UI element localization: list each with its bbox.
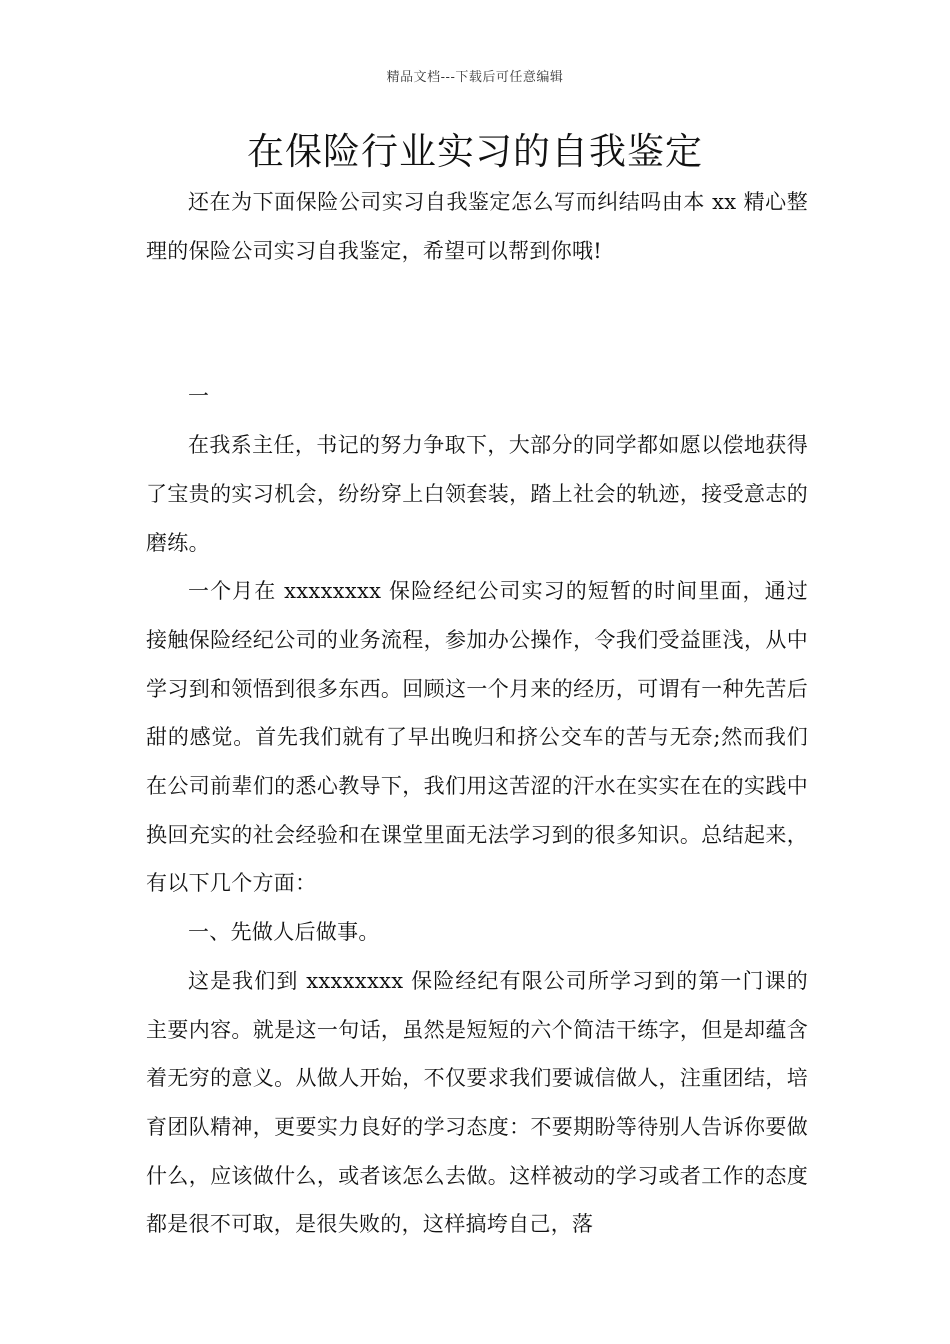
section-number-paragraph: 一 [188,384,210,409]
body-paragraph: 在我系主任，书记的努力争取下，大部分的同学都如愿以偿地获得了宝贵的实习机会，纷纷穿上白领套装，踏上社会的轨迹，接受意志的磨练。 [146,433,808,555]
intro-paragraph: 还在为下面保险公司实习自我鉴定怎么写而纠结吗由本 xx 精心整理的保险公司实习自我鉴定，希望可以帮到你哦! [146,190,808,263]
body-paragraph: 这是我们到 xxxxxxxx 保险经纪有限公司所学习到的第一门课的主要内容。就是这一句话，虽然是短短的六个简洁干练字，但是却蕴含着无穷的意义。从做人开始，不仅要求我们要诚信做人，注重团结，培育团队精神，更要实力良好的学习态度：不要期盼等待别人告诉你要做什么，应该做什么，或者该怎么去做。这样被动的学习或者工作的态度都是很不可取，是很失败的，这样搞垮自己，落 [146,968,808,1237]
header-note: 精品文档---下载后可任意编辑 [386,70,564,85]
body-paragraph: 一个月在 xxxxxxxx 保险经纪公司实习的短暂的时间里面，通过接触保险经纪公司的业务流程，参加办公操作，令我们受益匪浅，从中学习到和领悟到很多东西。回顾这一个月来的经历，可谓有一种先苦后甜的感觉。首先我们就有了早出晚归和挤公交车的苦与无奈;然而我们在公司前辈们的悉心教导下，我们用这苦涩的汗水在实实在在的实践中换回充实的社会经验和在课堂里面无法学习到的很多知识。总结起来，有以下几个方面： [146,579,808,896]
section-heading-paragraph: 一、先做人后做事。 [188,920,380,945]
document-title: 在保险行业实习的自我鉴定 [247,130,703,173]
document-body [146,178,808,1249]
